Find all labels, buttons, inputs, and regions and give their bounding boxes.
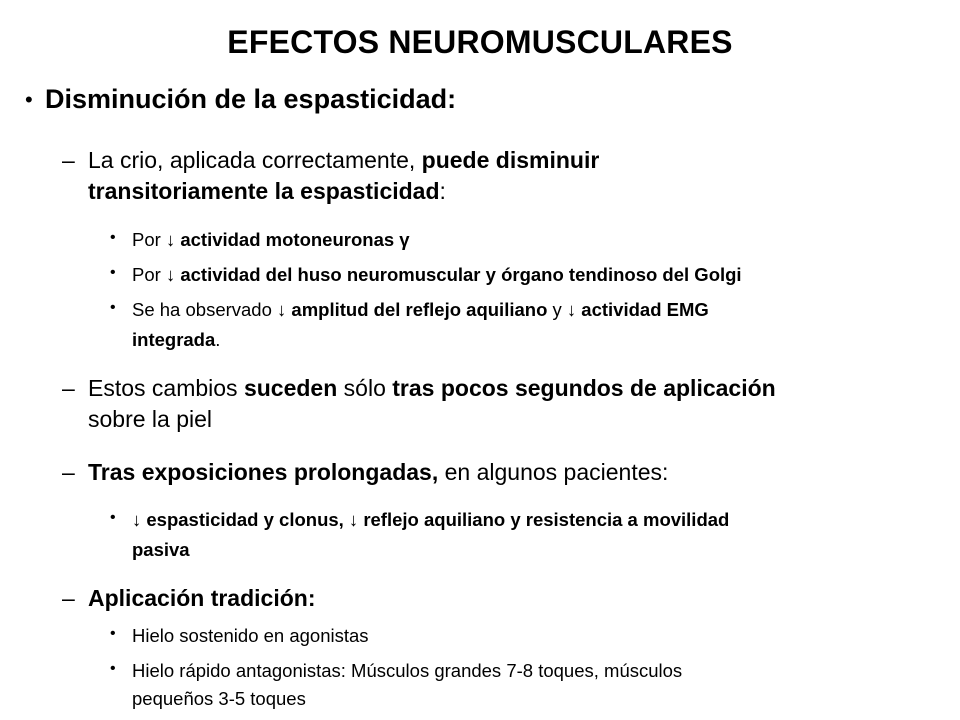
s1b2-bold: ↓ actividad del huso neuromuscular y órgano tendinoso del Golgi [165,264,742,285]
s1-bullet1 [132,229,410,251]
bullet-dot: • [110,660,116,677]
s3-bullet1-line1: ↓ espasticidad y clonus, ↓ reflejo aquiliano y resistencia a movilidad [132,509,730,530]
s2-line2 [88,406,212,433]
s1-bullet3-line1 [132,299,709,321]
s1b3-bold-2: ↓ actividad EMG [566,299,709,320]
bullet-dot: • [110,509,116,526]
s4-heading: Aplicación tradición: [88,585,316,611]
s2-line1 [88,375,776,402]
s1b3-bold: ↓ amplitud del reflejo aquiliano [277,299,548,320]
bullet-dot: • [110,299,116,316]
s1-bold-2: transitoriamente la espasticidad [88,178,440,204]
s4-bullet2-line1: Hielo rápido antagonistas: Músculos grandes 7-8 toques, músculos [132,660,683,681]
s2-text: Estos cambios [88,375,244,401]
s1b1-bold: ↓ actividad motoneuronas γ [165,229,410,250]
s1-colon: : [439,178,446,204]
s2-text-2: sólo [337,375,393,401]
s1b3-text: Se ha observado [132,299,278,320]
bullet-dot: • [25,87,33,112]
s3-bold: Tras exposiciones prolongadas, [88,459,439,485]
s1-bold: puede disminuir [421,147,600,173]
s2-text-3: sobre la piel [88,406,213,432]
s4-bullet1: Hielo sostenido en agonistas [132,625,369,646]
dash-marker: – [62,147,75,173]
s2-bold-2: tras pocos segundos de aplicación [392,375,776,401]
s4-bullet2-line2: pequeños 3-5 toques [132,688,306,709]
slide-title: EFECTOS NEUROMUSCULARES [227,24,733,60]
s3-line1 [88,459,668,486]
s1b2-text: Por [132,264,166,285]
s1b3-bold-3: integrada [132,329,216,350]
s1-bullet3-line2 [132,329,220,351]
heading-espasticidad: Disminución de la espasticidad: [45,84,457,114]
s1b1-text: Por [132,229,166,250]
dash-marker: – [62,585,75,611]
s1-line1 [88,147,599,174]
bullet-dot: • [110,229,116,246]
s1b3-text-2: y [547,299,567,320]
bullet-dot: • [110,625,116,642]
s1-line2 [88,178,446,205]
s3-bullet1-line2: pasiva [132,539,190,560]
dash-marker: – [62,375,75,401]
s1-text: La crio, aplicada correctamente, [88,147,422,173]
s1b3-period: . [215,329,221,350]
s3-text: en algunos pacientes: [438,459,669,485]
s1-bullet2 [132,264,742,286]
dash-marker: – [62,459,75,485]
bullet-dot: • [110,264,116,281]
s2-bold: suceden [243,375,338,401]
